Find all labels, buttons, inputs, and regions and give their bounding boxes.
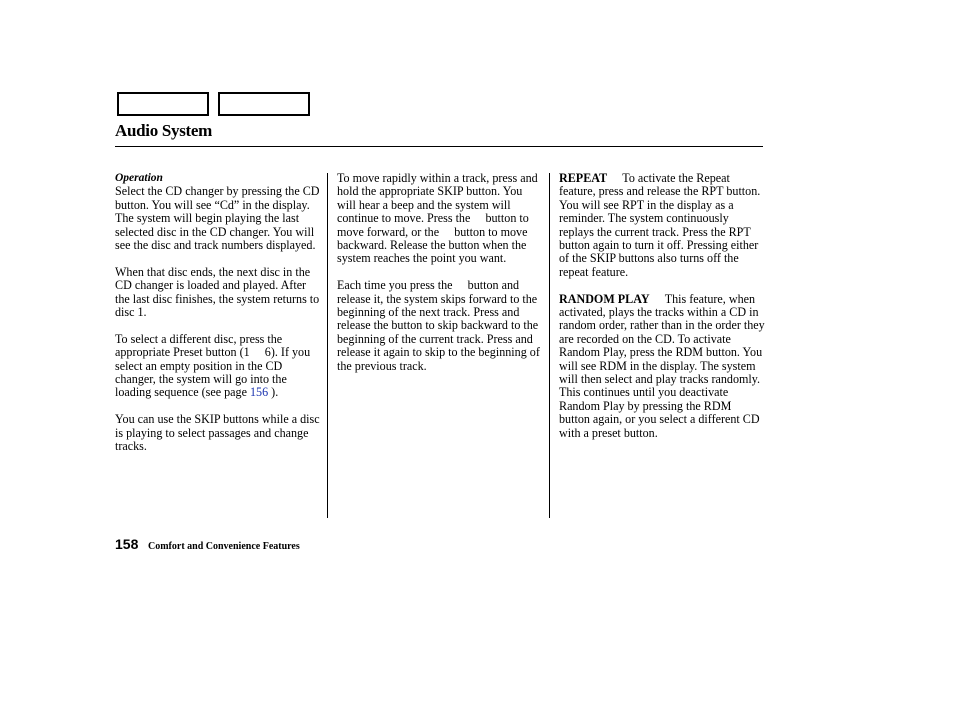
paragraph: You can use the SKIP buttons while a disc is playing to select passages and change tracks. — [115, 412, 320, 454]
page-title: Audio System — [115, 121, 212, 140]
paragraph-text: To activate the Repeat feature, press and release the RPT button. You will see RPT in the display as a reminder. The system continuously replays the current track. Press the RPT button again to turn it off. Pressing either of the SKIP buttons also turns off the repeat feature. — [559, 171, 761, 279]
page-number: 158 — [115, 536, 139, 552]
column-3 — [559, 172, 765, 454]
column-2 — [337, 172, 543, 386]
title-divider — [115, 146, 763, 147]
paragraph: Each time you press the button and release it, the system skips forward to the beginning of the next track. Press and release the button to skip backward to the beginning of the current track. Press and release it again to skip to the beginning of the previous track. — [337, 278, 540, 373]
subheading-operation: Operation — [115, 172, 163, 184]
paragraph-text: To select a different disc, press the appropriate Preset button (1 6). If you select an empty position in the CD changer, the system will go into the loading sequence (see page — [115, 331, 311, 400]
paragraph-select-disc — [115, 333, 323, 400]
term-repeat: REPEAT — [559, 171, 608, 185]
nav-box-main-menu[interactable] — [117, 92, 209, 116]
term-random-play: RANDOM PLAY — [559, 291, 650, 306]
nav-box-index[interactable] — [218, 92, 310, 116]
paragraph: To move rapidly within a track, press and hold the appropriate SKIP button. You will hear a beep and the system will continue to move. Press the button to move forward, or the button to move backward. Release the button when the system reaches the point you want. — [337, 171, 538, 266]
paragraph-text: This feature, when activated, plays the tracks within a CD in random order, rather than in the order they are recorded on the CD. To activate Random Play, press the RDM button. You will see RDM in the display. The system will then select and play tracks randomly. This continues until you deactivate Random Play by pressing the RDM button again, or you select a different CD with a preset button. — [559, 291, 765, 440]
paragraph-repeat — [559, 172, 765, 279]
column-divider — [549, 173, 550, 518]
page-reference-link[interactable]: 156 — [250, 385, 269, 400]
column-divider — [327, 173, 328, 518]
footer-section-title: Comfort and Convenience Features — [148, 541, 300, 552]
paragraph: Select the CD changer by pressing the CD button. You will see “Cd” in the display. The system will begin playing the last selected disc in the CD changer. You will see the disc and track numbers displayed. — [115, 184, 320, 253]
paragraph: When that disc ends, the next disc in the CD changer is loaded and played. After the last disc finishes, the system returns to disc 1. — [115, 264, 320, 320]
paragraph-text: ). — [268, 385, 279, 400]
paragraph-random-play — [559, 293, 765, 440]
column-1 — [115, 172, 323, 467]
